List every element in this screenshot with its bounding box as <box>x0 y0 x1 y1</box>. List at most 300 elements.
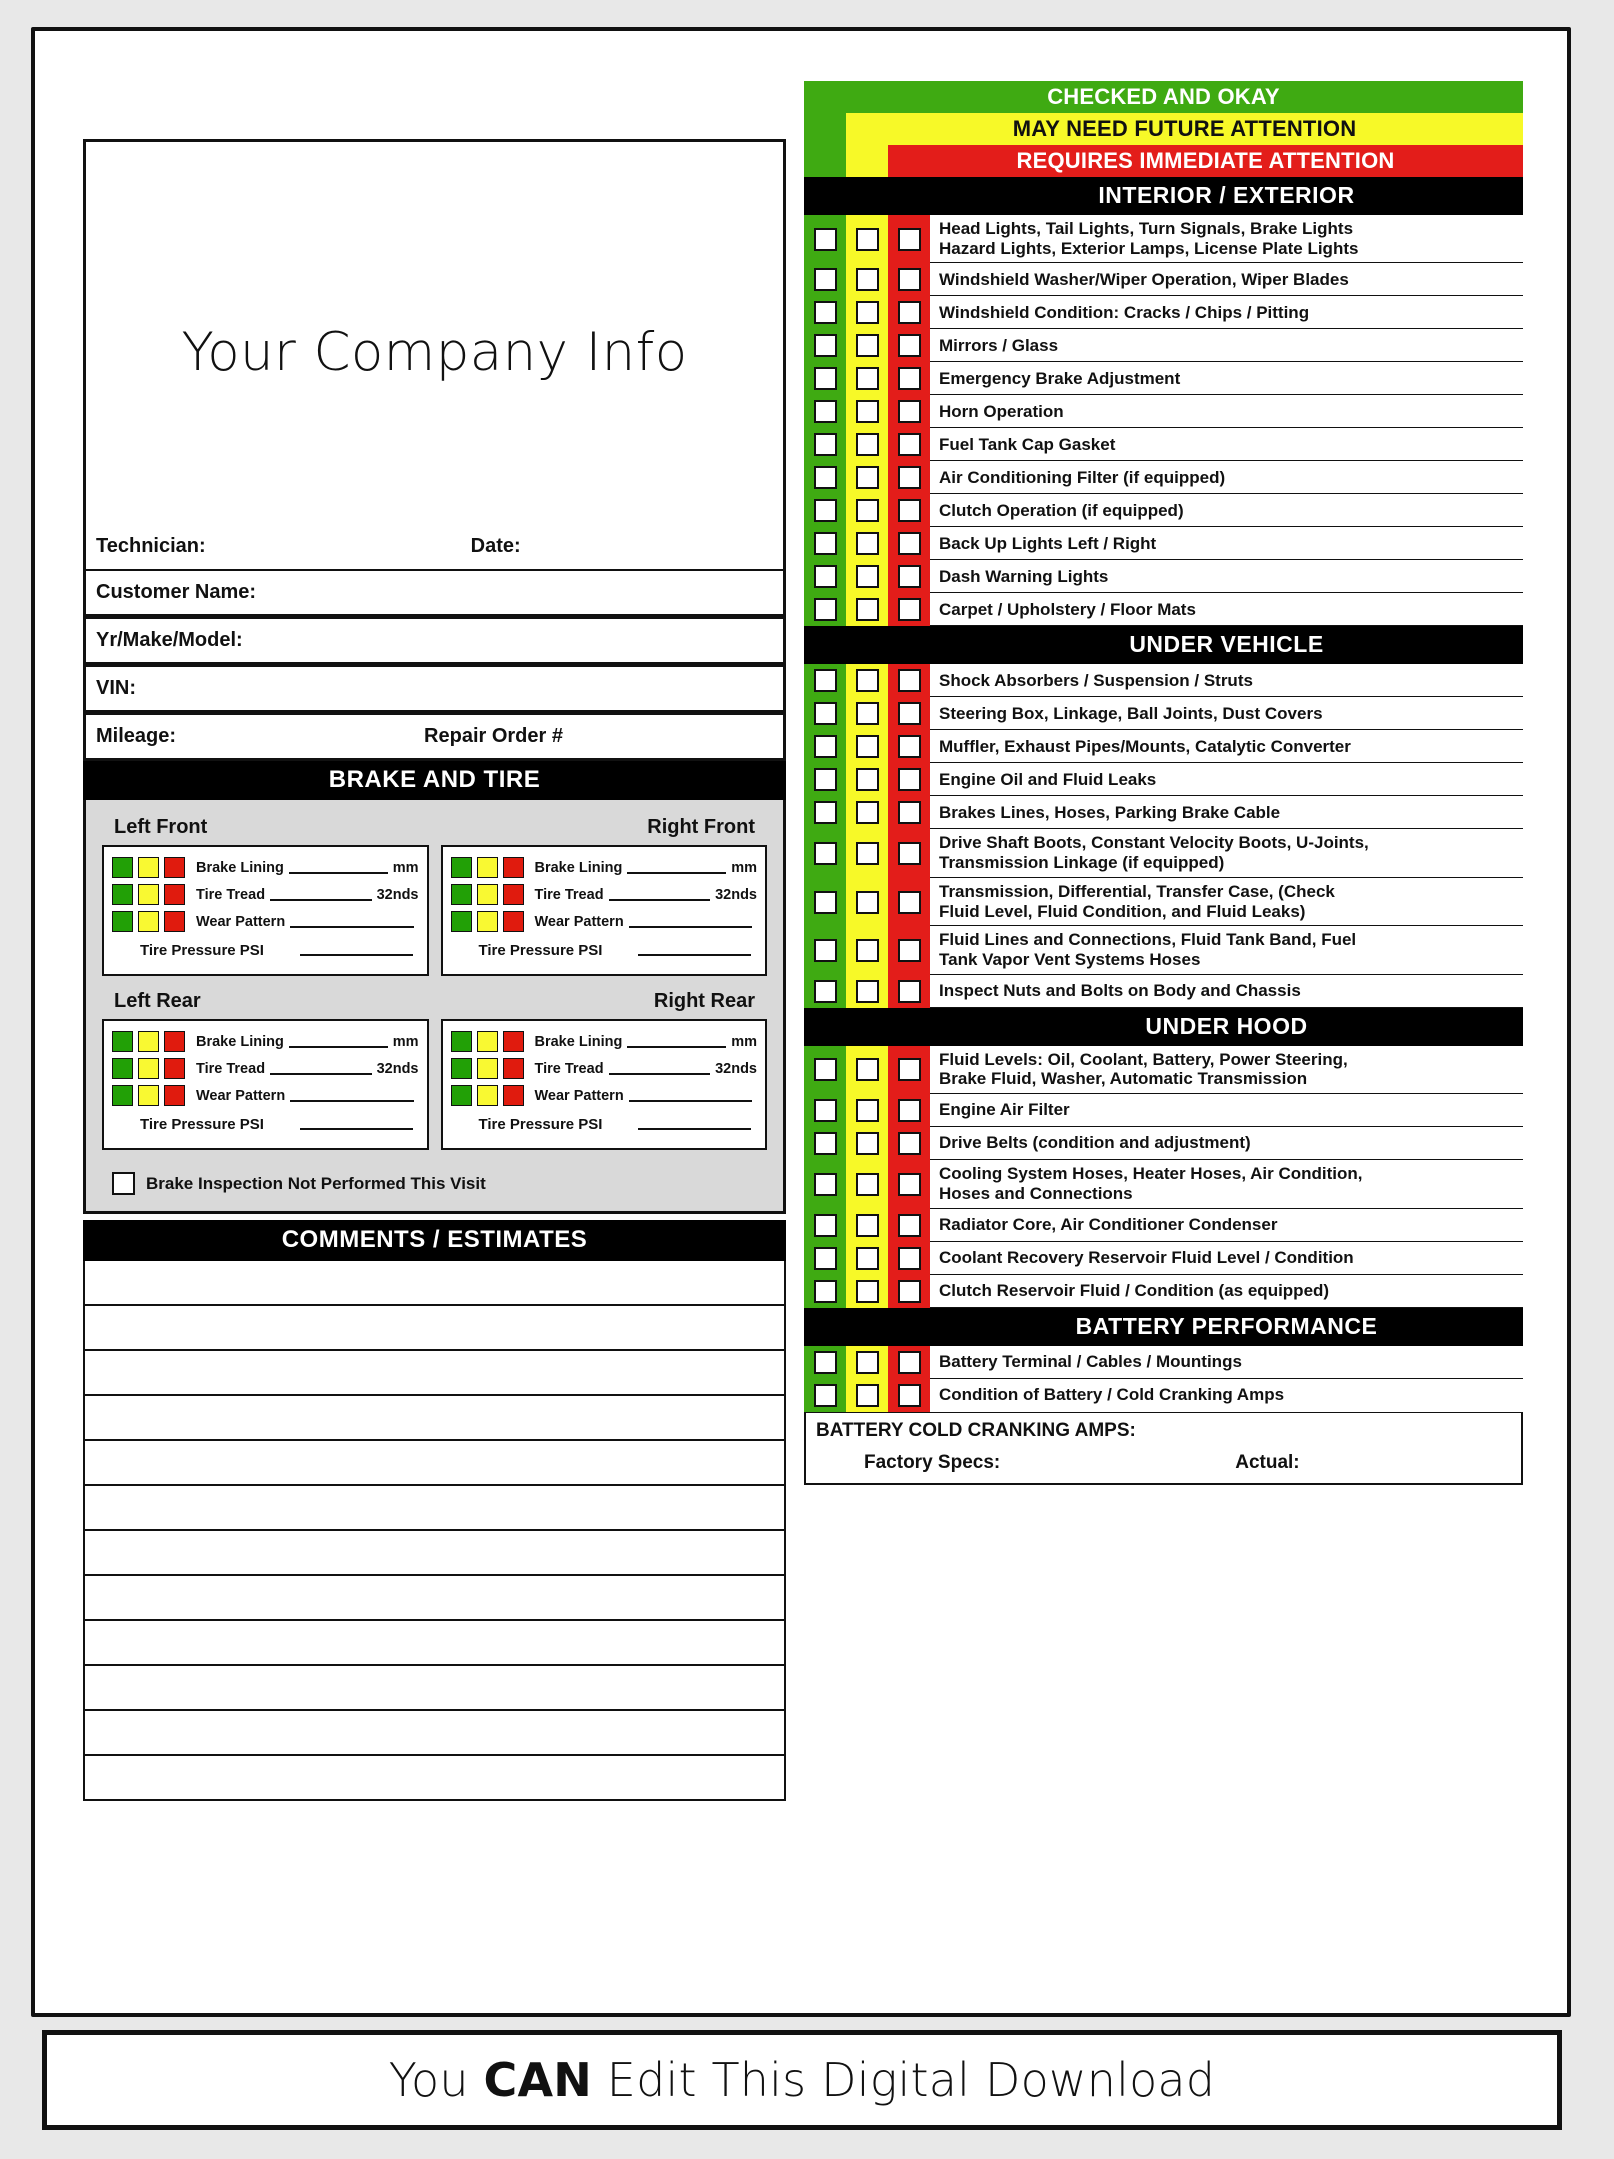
checkbox-immediate-attention[interactable] <box>898 228 921 251</box>
checklist-item-cell <box>930 975 1523 1008</box>
checkbox-immediate-attention-cell[interactable] <box>888 1275 930 1308</box>
checkbox-future-attention-cell[interactable] <box>846 1209 888 1242</box>
checkbox-future-attention-cell[interactable] <box>846 1127 888 1160</box>
checkbox-immediate-attention-cell[interactable] <box>888 829 930 877</box>
checkbox-ok-cell[interactable] <box>804 1160 846 1208</box>
checkbox-future-attention-cell[interactable] <box>846 1379 888 1412</box>
checkbox-immediate-attention-cell[interactable] <box>888 215 930 263</box>
swatch-future-attention[interactable] <box>477 1031 498 1052</box>
checkbox-future-attention[interactable] <box>856 400 879 423</box>
comment-line[interactable] <box>83 1486 786 1531</box>
checkbox-immediate-attention-cell[interactable] <box>888 926 930 974</box>
checkbox-immediate-attention-cell[interactable] <box>888 1127 930 1160</box>
checkbox-future-attention-cell[interactable] <box>846 664 888 697</box>
checkbox-ok[interactable] <box>814 1099 837 1122</box>
checkbox-future-attention-cell[interactable] <box>846 1275 888 1308</box>
tire-measure-input[interactable] <box>289 1046 388 1048</box>
checkbox-immediate-attention[interactable] <box>898 532 921 555</box>
checkbox-future-attention-cell[interactable] <box>846 730 888 763</box>
tire-measure-row <box>112 908 419 935</box>
tire-measure-input[interactable] <box>609 1073 711 1075</box>
swatch-immediate-attention[interactable] <box>164 1031 185 1052</box>
checkbox-immediate-attention-cell[interactable] <box>888 1046 930 1094</box>
tire-box-left-front <box>102 845 429 976</box>
checkbox-ok[interactable] <box>814 228 837 251</box>
checkbox-ok[interactable] <box>814 1173 837 1196</box>
legend-color-pad <box>846 145 888 177</box>
checkbox-immediate-attention-cell[interactable] <box>888 560 930 593</box>
checkbox-future-attention[interactable] <box>856 702 879 725</box>
checkbox-future-attention[interactable] <box>856 532 879 555</box>
checkbox-future-attention-cell[interactable] <box>846 878 888 926</box>
checkbox-immediate-attention[interactable] <box>898 334 921 357</box>
swatch-immediate-attention[interactable] <box>503 911 524 932</box>
checkbox-immediate-attention[interactable] <box>898 466 921 489</box>
checkbox-future-attention-cell[interactable] <box>846 494 888 527</box>
checkbox-future-attention-cell[interactable] <box>846 1046 888 1094</box>
checkbox-immediate-attention-cell[interactable] <box>888 1094 930 1127</box>
checklist-item-text: Battery Terminal / Cables / Mountings <box>939 1351 1242 1371</box>
checkbox-immediate-attention-cell[interactable] <box>888 362 930 395</box>
checkbox-ok[interactable] <box>814 565 837 588</box>
comment-line[interactable] <box>83 1261 786 1306</box>
legend-row <box>804 113 1523 145</box>
battery-cca-footer <box>804 1412 1523 1485</box>
swatch-future-attention[interactable] <box>138 884 159 905</box>
checkbox-ok[interactable] <box>814 598 837 621</box>
checkbox-immediate-attention[interactable] <box>898 735 921 758</box>
swatch-immediate-attention[interactable] <box>164 911 185 932</box>
checkbox-ok[interactable] <box>814 801 837 824</box>
swatch-ok[interactable] <box>451 1058 472 1079</box>
checkbox-future-attention[interactable] <box>856 842 879 865</box>
vin-row[interactable] <box>83 665 786 713</box>
checkbox-future-attention-cell[interactable] <box>846 975 888 1008</box>
checkbox-ok-cell[interactable] <box>804 593 846 626</box>
swatch-future-attention[interactable] <box>477 884 498 905</box>
checkbox-future-attention-cell[interactable] <box>846 263 888 296</box>
checklist-item-cell <box>930 461 1523 494</box>
checkbox-immediate-attention-cell[interactable] <box>888 664 930 697</box>
checkbox-immediate-attention[interactable] <box>898 891 921 914</box>
checkbox-immediate-attention[interactable] <box>898 1384 921 1407</box>
checkbox-immediate-attention-cell[interactable] <box>888 697 930 730</box>
checklist-item-cell <box>930 878 1523 926</box>
tire-measure-row <box>451 1028 758 1055</box>
checkbox-future-attention[interactable] <box>856 1351 879 1374</box>
checkbox-future-attention[interactable] <box>856 228 879 251</box>
checkbox-future-attention-cell[interactable] <box>846 796 888 829</box>
checkbox-future-attention[interactable] <box>856 939 879 962</box>
tire-pressure-input[interactable] <box>300 954 413 956</box>
tire-measure-unit: mm <box>392 1033 419 1050</box>
checkbox-future-attention-cell[interactable] <box>846 1160 888 1208</box>
checkbox-ok[interactable] <box>814 532 837 555</box>
checkbox-immediate-attention[interactable] <box>898 980 921 1003</box>
checkbox-immediate-attention[interactable] <box>898 367 921 390</box>
checkbox-future-attention-cell[interactable] <box>846 1094 888 1127</box>
checkbox-immediate-attention-cell[interactable] <box>888 263 930 296</box>
checkbox-ok[interactable] <box>814 1132 837 1155</box>
checkbox-immediate-attention-cell[interactable] <box>888 527 930 560</box>
checkbox-immediate-attention-cell[interactable] <box>888 329 930 362</box>
checkbox-immediate-attention[interactable] <box>898 1280 921 1303</box>
checkbox-future-attention-cell[interactable] <box>846 763 888 796</box>
checkbox-future-attention[interactable] <box>856 499 879 522</box>
checkbox-immediate-attention-cell[interactable] <box>888 763 930 796</box>
checkbox-ok[interactable] <box>814 367 837 390</box>
checkbox-immediate-attention-cell[interactable] <box>888 1242 930 1275</box>
swatch-ok[interactable] <box>112 884 133 905</box>
checkbox-future-attention[interactable] <box>856 768 879 791</box>
tire-measure-input[interactable] <box>290 926 413 928</box>
swatch-ok[interactable] <box>451 857 472 878</box>
status-cells <box>804 1275 930 1308</box>
checkbox-ok-cell[interactable] <box>804 1046 846 1094</box>
checkbox-immediate-attention[interactable] <box>898 939 921 962</box>
checkbox-ok-cell[interactable] <box>804 527 846 560</box>
checkbox-future-attention-cell[interactable] <box>846 829 888 877</box>
checkbox-ok[interactable] <box>814 768 837 791</box>
checkbox-ok-cell[interactable] <box>804 296 846 329</box>
checkbox-future-attention[interactable] <box>856 367 879 390</box>
tire-measure-unit: mm <box>392 859 419 876</box>
tire-pressure-label: Tire Pressure PSI <box>478 1115 603 1133</box>
checkbox-immediate-attention-cell[interactable] <box>888 428 930 461</box>
swatch-future-attention[interactable] <box>138 1085 159 1106</box>
swatch-immediate-attention[interactable] <box>503 1058 524 1079</box>
checkbox-ok[interactable] <box>814 1058 837 1081</box>
brake-not-performed-row[interactable] <box>102 1172 767 1201</box>
checkbox-ok-cell[interactable] <box>804 1275 846 1308</box>
checklist-item-text: Engine Air Filter <box>939 1100 1070 1120</box>
swatch-immediate-attention[interactable] <box>164 857 185 878</box>
tire-measure-input[interactable] <box>627 1046 726 1048</box>
checkbox-future-attention-cell[interactable] <box>846 428 888 461</box>
tire-measure-input[interactable] <box>290 1100 413 1102</box>
checkbox-future-attention[interactable] <box>856 669 879 692</box>
checkbox-immediate-attention[interactable] <box>898 768 921 791</box>
checklist-item-text: Muffler, Exhaust Pipes/Mounts, Catalytic Converter <box>939 736 1351 756</box>
checkbox-ok-cell[interactable] <box>804 560 846 593</box>
checkbox-ok[interactable] <box>814 301 837 324</box>
checkbox-ok[interactable] <box>814 980 837 1003</box>
swatch-immediate-attention[interactable] <box>503 1031 524 1052</box>
tire-pressure-input[interactable] <box>638 954 751 956</box>
checkbox-immediate-attention[interactable] <box>898 499 921 522</box>
swatch-immediate-attention[interactable] <box>503 857 524 878</box>
checkbox-immediate-attention-cell[interactable] <box>888 796 930 829</box>
checkbox-future-attention[interactable] <box>856 1099 879 1122</box>
swatch-future-attention[interactable] <box>477 911 498 932</box>
swatch-immediate-attention[interactable] <box>164 1058 185 1079</box>
tire-measure-unit: 32nds <box>376 886 419 903</box>
tire-measure-input[interactable] <box>609 899 711 901</box>
comment-line[interactable] <box>83 1756 786 1801</box>
checkbox-ok-cell[interactable] <box>804 763 846 796</box>
checkbox-immediate-attention[interactable] <box>898 1099 921 1122</box>
swatch-ok[interactable] <box>112 911 133 932</box>
checkbox-future-attention[interactable] <box>856 334 879 357</box>
checkbox-immediate-attention-cell[interactable] <box>888 878 930 926</box>
checklist-row <box>804 730 1523 763</box>
checklist-item-text: Brakes Lines, Hoses, Parking Brake Cable <box>939 802 1281 822</box>
checkbox-immediate-attention[interactable] <box>898 1247 921 1270</box>
banner-emphasis: CAN <box>483 2053 592 2107</box>
checkbox-future-attention-cell[interactable] <box>846 1242 888 1275</box>
checkbox-future-attention-cell[interactable] <box>846 296 888 329</box>
comment-line[interactable] <box>83 1441 786 1486</box>
checkbox-future-attention-cell[interactable] <box>846 362 888 395</box>
checkbox-ok[interactable] <box>814 669 837 692</box>
tire-measure-input[interactable] <box>627 872 726 874</box>
checkbox-immediate-attention-cell[interactable] <box>888 1346 930 1379</box>
tire-measure-row <box>112 881 419 908</box>
checkbox-future-attention-cell[interactable] <box>846 527 888 560</box>
checkbox-ok-cell[interactable] <box>804 926 846 974</box>
swatch-ok[interactable] <box>451 1085 472 1106</box>
checklist-item-cell <box>930 1094 1523 1127</box>
checklist-item-text: Condition of Battery / Cold Cranking Amps <box>939 1385 1285 1405</box>
checkbox-immediate-attention-cell[interactable] <box>888 593 930 626</box>
checkbox-ok[interactable] <box>814 842 837 865</box>
checkbox-ok-cell[interactable] <box>804 395 846 428</box>
comment-line[interactable] <box>83 1351 786 1396</box>
checkbox-ok-cell[interactable] <box>804 215 846 263</box>
brake-not-performed-checkbox[interactable] <box>112 1172 135 1195</box>
status-cells <box>804 796 930 829</box>
yr-make-model-row[interactable] <box>83 617 786 665</box>
checkbox-future-attention[interactable] <box>856 301 879 324</box>
checkbox-future-attention[interactable] <box>856 1247 879 1270</box>
swatch-ok[interactable] <box>451 1031 472 1052</box>
checkbox-immediate-attention-cell[interactable] <box>888 1209 930 1242</box>
checkbox-ok-cell[interactable] <box>804 461 846 494</box>
checkbox-ok[interactable] <box>814 939 837 962</box>
checkbox-future-attention-cell[interactable] <box>846 697 888 730</box>
checkbox-immediate-attention[interactable] <box>898 1214 921 1237</box>
checkbox-ok[interactable] <box>814 1351 837 1374</box>
checkbox-ok[interactable] <box>814 400 837 423</box>
checkbox-future-attention-cell[interactable] <box>846 329 888 362</box>
swatch-ok[interactable] <box>112 1031 133 1052</box>
checkbox-immediate-attention-cell[interactable] <box>888 494 930 527</box>
status-cells <box>804 1094 930 1127</box>
checkbox-immediate-attention[interactable] <box>898 1058 921 1081</box>
checkbox-ok[interactable] <box>814 433 837 456</box>
tire-pressure-row <box>451 935 758 965</box>
swatch-immediate-attention[interactable] <box>164 884 185 905</box>
swatch-immediate-attention[interactable] <box>503 884 524 905</box>
checkbox-immediate-attention[interactable] <box>898 268 921 291</box>
checkbox-ok[interactable] <box>814 466 837 489</box>
checkbox-ok[interactable] <box>814 334 837 357</box>
checkbox-ok-cell[interactable] <box>804 329 846 362</box>
checkbox-ok-cell[interactable] <box>804 829 846 877</box>
swatch-immediate-attention[interactable] <box>503 1085 524 1106</box>
checkbox-ok[interactable] <box>814 1214 837 1237</box>
checkbox-future-attention[interactable] <box>856 891 879 914</box>
comment-line[interactable] <box>83 1576 786 1621</box>
checkbox-ok-cell[interactable] <box>804 263 846 296</box>
checkbox-immediate-attention[interactable] <box>898 801 921 824</box>
comment-line[interactable] <box>83 1666 786 1711</box>
checkbox-future-attention[interactable] <box>856 1214 879 1237</box>
checkbox-immediate-attention[interactable] <box>898 598 921 621</box>
swatch-future-attention[interactable] <box>477 1085 498 1106</box>
checkbox-immediate-attention-cell[interactable] <box>888 730 930 763</box>
checklist-item-cell <box>930 1379 1523 1412</box>
comment-line[interactable] <box>83 1396 786 1441</box>
comment-line[interactable] <box>83 1711 786 1756</box>
checkbox-future-attention-cell[interactable] <box>846 593 888 626</box>
tire-measure-input[interactable] <box>270 1073 372 1075</box>
checklist-item-cell <box>930 395 1523 428</box>
checkbox-immediate-attention[interactable] <box>898 1132 921 1155</box>
checkbox-future-attention-cell[interactable] <box>846 395 888 428</box>
checkbox-ok[interactable] <box>814 499 837 522</box>
checkbox-immediate-attention-cell[interactable] <box>888 461 930 494</box>
checkbox-ok[interactable] <box>814 1247 837 1270</box>
mileage-repair-order-row[interactable] <box>83 713 786 761</box>
checkbox-future-attention[interactable] <box>856 1173 879 1196</box>
checklist-item-cell <box>930 296 1523 329</box>
checkbox-future-attention-cell[interactable] <box>846 215 888 263</box>
comment-line[interactable] <box>83 1621 786 1666</box>
swatch-ok[interactable] <box>451 884 472 905</box>
checkbox-immediate-attention[interactable] <box>898 842 921 865</box>
tire-pressure-input[interactable] <box>638 1128 751 1130</box>
tire-measure-label: Brake Lining <box>196 1033 284 1050</box>
checkbox-immediate-attention[interactable] <box>898 400 921 423</box>
section-band-interior-exterior: INTERIOR / EXTERIOR <box>804 177 1523 215</box>
checkbox-ok-cell[interactable] <box>804 1094 846 1127</box>
swatch-future-attention[interactable] <box>138 857 159 878</box>
comments-band: COMMENTS / ESTIMATES <box>83 1220 786 1261</box>
checkbox-ok[interactable] <box>814 891 837 914</box>
checkbox-immediate-attention-cell[interactable] <box>888 1379 930 1412</box>
tire-measure-row <box>112 1055 419 1082</box>
tire-pressure-row <box>112 1109 419 1139</box>
comment-line[interactable] <box>83 1306 786 1351</box>
checkbox-immediate-attention-cell[interactable] <box>888 975 930 1008</box>
checkbox-future-attention[interactable] <box>856 1280 879 1303</box>
checklist-item-text: Carpet / Upholstery / Floor Mats <box>939 599 1196 619</box>
tire-measure-label: Wear Pattern <box>534 913 624 930</box>
checkbox-future-attention[interactable] <box>856 565 879 588</box>
checklist-item-cell <box>930 829 1523 877</box>
checkbox-future-attention[interactable] <box>856 1132 879 1155</box>
checkbox-ok-cell[interactable] <box>804 1127 846 1160</box>
bottom-banner-text <box>389 2053 1215 2107</box>
checklist-row <box>804 1242 1523 1275</box>
checkbox-future-attention[interactable] <box>856 1058 879 1081</box>
checkbox-ok[interactable] <box>814 1280 837 1303</box>
checkbox-future-attention[interactable] <box>856 980 879 1003</box>
checkbox-future-attention[interactable] <box>856 801 879 824</box>
checkbox-future-attention[interactable] <box>856 1384 879 1407</box>
company-title: Your Company Info <box>181 322 688 383</box>
checklist-item-text: Steering Box, Linkage, Ball Joints, Dust Covers <box>939 703 1323 723</box>
checkbox-ok-cell[interactable] <box>804 730 846 763</box>
checkbox-immediate-attention[interactable] <box>898 1351 921 1374</box>
status-cells <box>804 428 930 461</box>
comment-line[interactable] <box>83 1531 786 1576</box>
checkbox-ok-cell[interactable] <box>804 362 846 395</box>
checkbox-future-attention-cell[interactable] <box>846 461 888 494</box>
checkbox-ok[interactable] <box>814 268 837 291</box>
checkbox-immediate-attention-cell[interactable] <box>888 296 930 329</box>
checkbox-ok[interactable] <box>814 735 837 758</box>
checklist-row <box>804 975 1523 1008</box>
checkbox-immediate-attention[interactable] <box>898 565 921 588</box>
checkbox-ok[interactable] <box>814 702 837 725</box>
checkbox-future-attention[interactable] <box>856 268 879 291</box>
checkbox-ok-cell[interactable] <box>804 975 846 1008</box>
checkbox-ok-cell[interactable] <box>804 1379 846 1412</box>
checkbox-ok[interactable] <box>814 1384 837 1407</box>
checkbox-ok-cell[interactable] <box>804 796 846 829</box>
swatch-ok[interactable] <box>451 911 472 932</box>
checkbox-future-attention-cell[interactable] <box>846 1346 888 1379</box>
checkbox-ok-cell[interactable] <box>804 1209 846 1242</box>
checkbox-ok-cell[interactable] <box>804 664 846 697</box>
tire-measure-input[interactable] <box>629 926 752 928</box>
checkbox-ok-cell[interactable] <box>804 1346 846 1379</box>
checkbox-immediate-attention[interactable] <box>898 433 921 456</box>
checkbox-immediate-attention[interactable] <box>898 301 921 324</box>
checkbox-immediate-attention-cell[interactable] <box>888 1160 930 1208</box>
checklist-row <box>804 796 1523 829</box>
tire-pressure-input[interactable] <box>300 1128 413 1130</box>
checkbox-ok-cell[interactable] <box>804 878 846 926</box>
checkbox-ok-cell[interactable] <box>804 1242 846 1275</box>
checkbox-immediate-attention-cell[interactable] <box>888 395 930 428</box>
checkbox-future-attention[interactable] <box>856 735 879 758</box>
status-cells <box>804 1209 930 1242</box>
checkbox-ok-cell[interactable] <box>804 494 846 527</box>
swatch-future-attention[interactable] <box>138 911 159 932</box>
swatch-future-attention[interactable] <box>138 1058 159 1079</box>
swatch-future-attention[interactable] <box>477 1058 498 1079</box>
checkbox-ok-cell[interactable] <box>804 697 846 730</box>
tire-measure-input[interactable] <box>629 1100 752 1102</box>
customer-name-row[interactable] <box>83 569 786 617</box>
swatch-ok[interactable] <box>112 1085 133 1106</box>
swatch-ok[interactable] <box>112 1058 133 1079</box>
checkbox-future-attention-cell[interactable] <box>846 926 888 974</box>
checkbox-immediate-attention[interactable] <box>898 702 921 725</box>
tire-measure-input[interactable] <box>270 899 372 901</box>
checkbox-ok-cell[interactable] <box>804 428 846 461</box>
swatch-immediate-attention[interactable] <box>164 1085 185 1106</box>
swatch-future-attention[interactable] <box>138 1031 159 1052</box>
tire-measure-label: Brake Lining <box>196 859 284 876</box>
legend-label: MAY NEED FUTURE ATTENTION <box>846 113 1523 145</box>
checkbox-immediate-attention[interactable] <box>898 669 921 692</box>
tire-measure-input[interactable] <box>289 872 388 874</box>
checklist-item-text: Horn Operation <box>939 401 1064 421</box>
checklist-row <box>804 494 1523 527</box>
swatch-ok[interactable] <box>112 857 133 878</box>
checkbox-future-attention[interactable] <box>856 466 879 489</box>
tire-pressure-label: Tire Pressure PSI <box>140 1115 264 1133</box>
swatch-future-attention[interactable] <box>477 857 498 878</box>
checkbox-immediate-attention[interactable] <box>898 1173 921 1196</box>
checkbox-future-attention[interactable] <box>856 598 879 621</box>
checkbox-future-attention-cell[interactable] <box>846 560 888 593</box>
checkbox-future-attention[interactable] <box>856 433 879 456</box>
